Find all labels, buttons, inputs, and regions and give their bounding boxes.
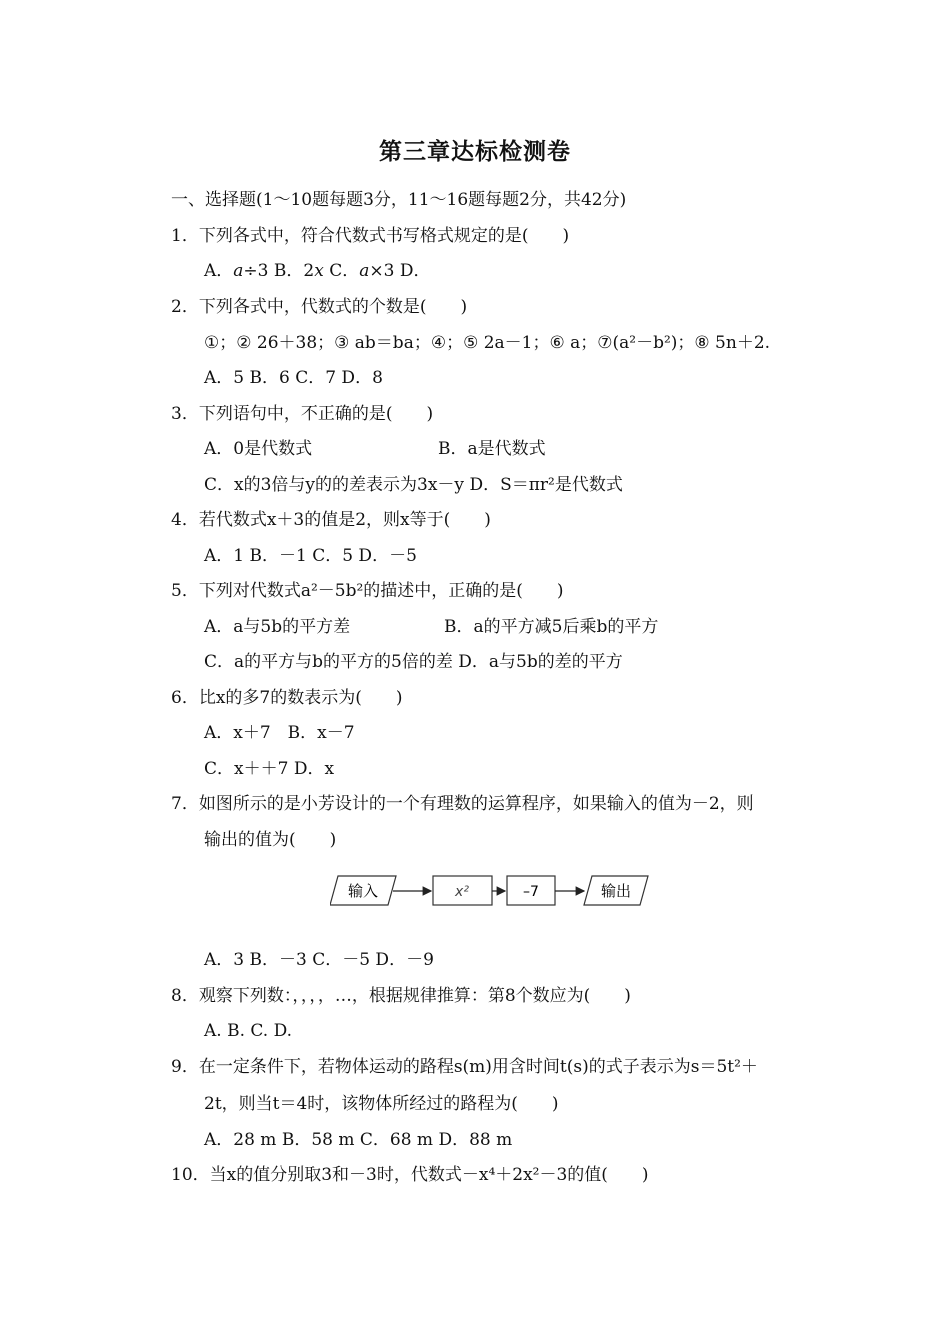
question-9-stem-line2: 2t，则当t＝4时，该物体所经过的路程为( ) <box>204 1094 559 1114</box>
question-5-options-cd: C．a的平方与b的平方的5倍的差 D．a与5b的差的平方 <box>204 652 623 672</box>
question-3-options-cd: C．x的3倍与y的的差表示为3x－y D．S＝πr²是代数式 <box>204 475 623 495</box>
flow-input-label: 输入 <box>347 882 379 900</box>
question-7-stem-line2: 输出的值为( ) <box>204 830 337 850</box>
question-7-stem-line1: 7．如图所示的是小芳设计的一个有理数的运算程序，如果输入的值为－2，则 <box>171 794 754 814</box>
page-title: 第三章达标检测卷 <box>379 139 571 165</box>
question-2-options: A．5 B．6 C．7 D．8 <box>204 368 383 388</box>
question-8-stem: 8．观察下列数：，，，，…，根据规律推算：第8个数应为( ) <box>171 986 631 1006</box>
flow-square-label: x² <box>455 884 469 900</box>
flow-minus7-label: –7 <box>523 884 539 900</box>
question-9-options: A．28 m B．58 m C．68 m D．88 m <box>204 1130 513 1150</box>
question-5-stem: 5．下列对代数式a²－5b²的描述中，正确的是( ) <box>171 581 564 601</box>
question-2-items: ①；② 26＋38；③ ab＝ba；④；⑤ 2a－1；⑥ a；⑦(a²－b²)；⑧ 5n＋2. <box>204 333 771 353</box>
question-6-options-cd: C．x＋＋7 D．x <box>204 759 335 779</box>
question-3-option-b: B．a是代数式 <box>438 439 546 459</box>
section-heading: 一、选择题(1～10题每题3分，11～16题每题2分，共42分) <box>171 190 627 210</box>
question-7-options: A．3 B．－3 C．－5 D．－9 <box>204 950 434 970</box>
question-3-option-a: A．0是代数式 <box>204 439 313 459</box>
question-1-options: A．a÷3 B．2x C．a×3 D． <box>204 261 431 281</box>
question-5-option-b: B．a的平方减5后乘b的平方 <box>444 617 659 637</box>
question-3-stem: 3．下列语句中，不正确的是( ) <box>171 404 434 424</box>
flowchart-diagram <box>330 871 650 909</box>
question-6-stem: 6．比x的多7的数表示为( ) <box>171 688 403 708</box>
question-8-options: A. B. C. D. <box>204 1021 293 1041</box>
question-6-options-ab: A．x＋7 B．x－7 <box>204 723 355 743</box>
question-4-options: A．1 B．－1 C．5 D．－5 <box>204 546 417 566</box>
question-4-stem: 4．若代数式x＋3的值是2，则x等于( ) <box>171 510 491 530</box>
question-1-stem: 1．下列各式中，符合代数式书写格式规定的是( ) <box>171 226 570 246</box>
question-5-option-a: A．a与5b的平方差 <box>204 617 351 637</box>
question-9-stem-line1: 9．在一定条件下，若物体运动的路程s(m)用含时间t(s)的式子表示为s＝5t²＋ <box>171 1057 758 1077</box>
question-10-stem: 10．当x的值分别取3和－3时，代数式－x⁴＋2x²－3的值( ) <box>171 1165 649 1185</box>
flow-output-label: 输出 <box>600 882 632 900</box>
question-2-stem: 2．下列各式中，代数式的个数是( ) <box>171 297 468 317</box>
